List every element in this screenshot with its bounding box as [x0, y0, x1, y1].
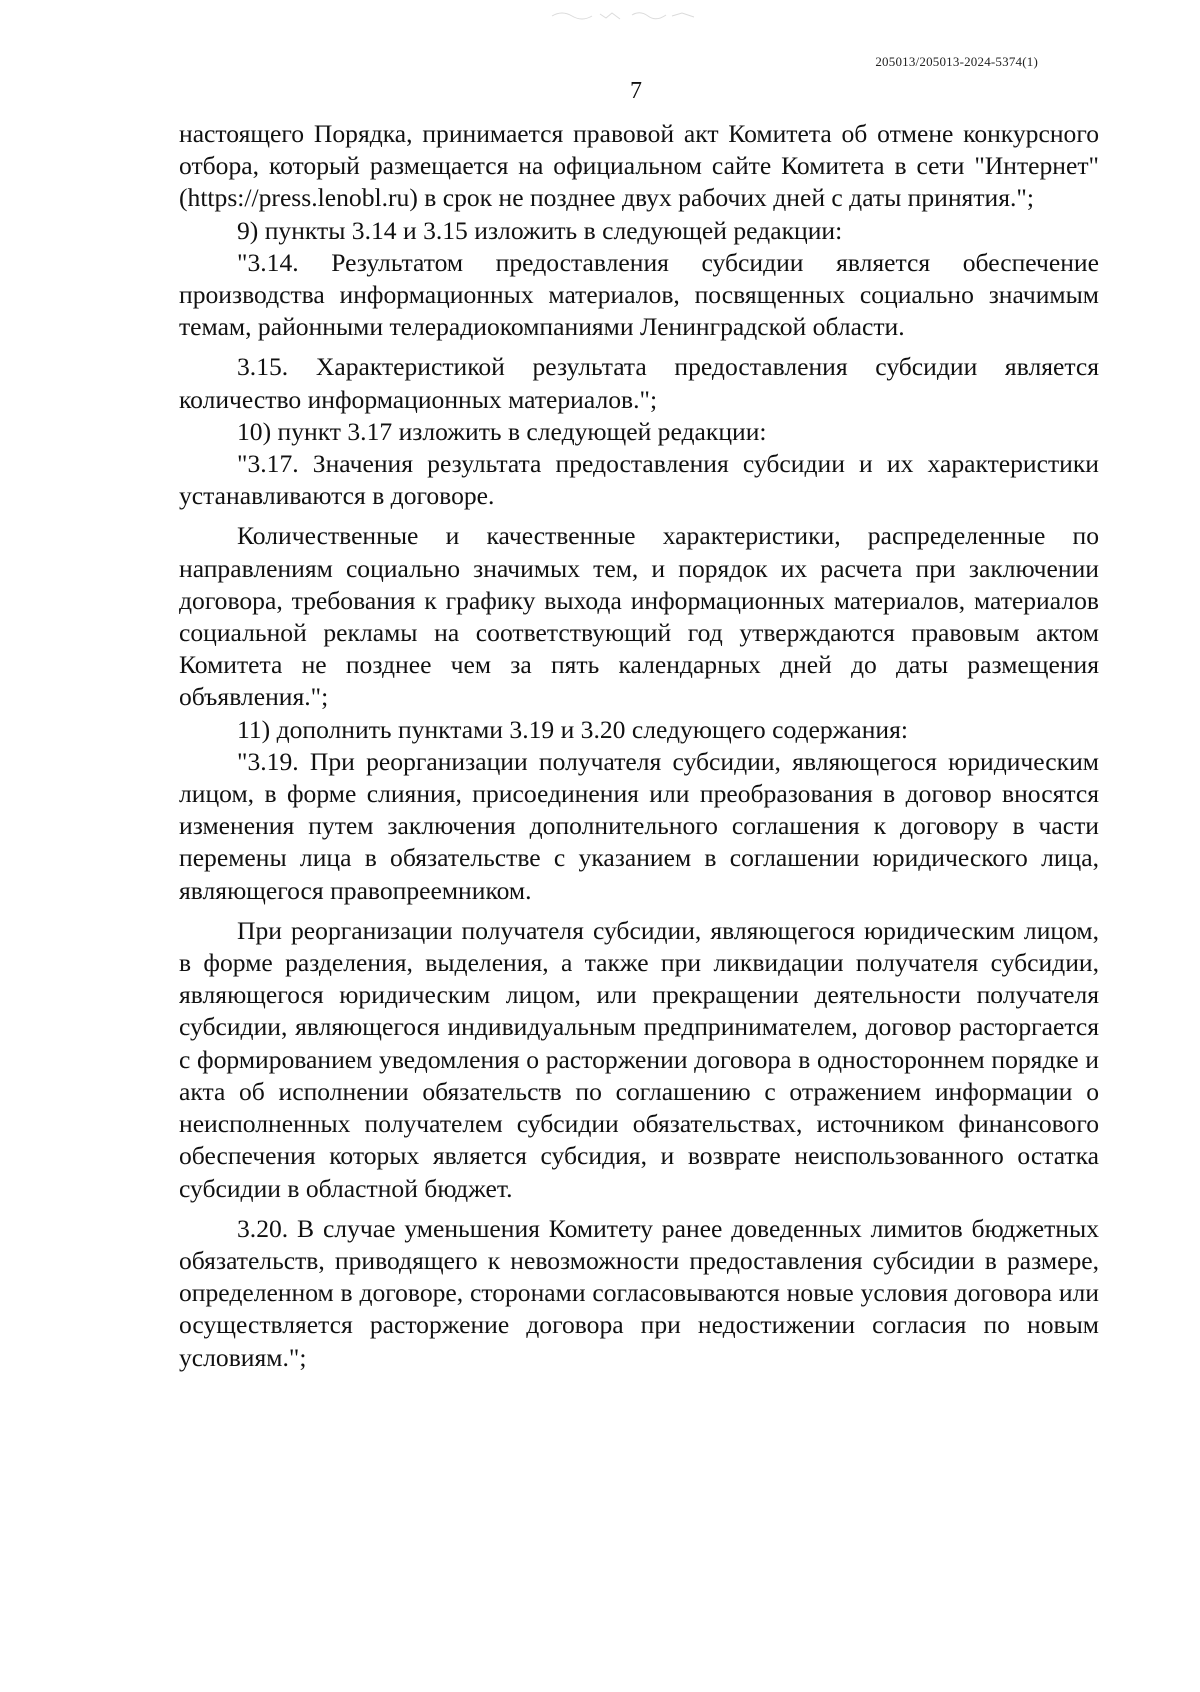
- paragraph-item-9: 9) пункты 3.14 и 3.15 изложить в следующей редакции:: [237, 215, 843, 245]
- paragraph-3-15: 3.15. Характеристикой результата предоставления субсидии является количество информационных материалов.";: [179, 352, 1099, 414]
- paragraph-3-19: "3.19. При реорганизации получателя субсидии, являющегося юридическим лицом, в форме слияния, присоединения или преобразования в договор вносятся изменения путем заключения дополнительного соглашения к договору в части перемены лица в обязательстве с указанием в соглашении юридического лица, являющегося правопреемником.: [179, 746, 1099, 905]
- paragraph-reorganization: При реорганизации получателя субсидии, являющегося юридическим лицом, в форме разделения, выделения, а также при ликвидации получателя субсидии, являющегося юридическим лицом, или прекращении деятельности получателя субсидии, являющегося индивидуальным предпринимателем, договор расторгается с формированием уведомления о расторжении договора в одностороннем порядке и акта об исполнении обязательств по соглашению с отражением информации о неисполненных получателем субсидии обязательствах, источником финансового обеспечения которых является субсидия, и возврате неиспользованного остатка субсидии в областной бюджет.: [179, 915, 1099, 1203]
- scan-artifact: [548, 6, 698, 24]
- paragraph-continuation: настоящего Порядка, принимается правовой акт Комитета об отмене конкурсного отбора, который размещается на официальном сайте Комитета в сети "Интернет" (https://press.lenobl.ru) в срок не позднее двух рабочих дней с даты принятия.";: [179, 119, 1099, 213]
- paragraph-characteristics: Количественные и качественные характеристики, распределенные по направлениям социально значимых тем, и порядок их расчета при заключении договора, требования к графику выхода информационных материалов, материалов социальной рекламы на соответствующий год утверждаются правовым актом Комитета не позднее чем за пять календарных дней до даты размещения объявления.";: [179, 521, 1099, 712]
- document-body: [179, 118, 1099, 1374]
- page-number: 7: [630, 78, 642, 104]
- paragraph-item-10: 10) пункт 3.17 изложить в следующей редакции:: [237, 416, 767, 446]
- paragraph-3-20: 3.20. В случае уменьшения Комитету ранее доведенных лимитов бюджетных обязательств, приводящего к невозможности предоставления субсидии в размере, определенном в договоре, сторонами согласовываются новые условия договора или осуществляется расторжение договора при недостижении согласия по новым условиям.";: [179, 1213, 1099, 1372]
- document-id: 205013/205013-2024-5374(1): [875, 54, 1038, 69]
- paragraph-3-17: "3.17. Значения результата предоставления субсидии и их характеристики устанавливаются в договоре.: [179, 449, 1099, 511]
- paragraph-item-11: 11) дополнить пунктами 3.19 и 3.20 следующего содержания:: [237, 714, 908, 744]
- paragraph-3-14: "3.14. Результатом предоставления субсидии является обеспечение производства информационных материалов, посвященных социально значимым темам, районными телерадиокомпаниями Ленинградской области.: [179, 247, 1099, 342]
